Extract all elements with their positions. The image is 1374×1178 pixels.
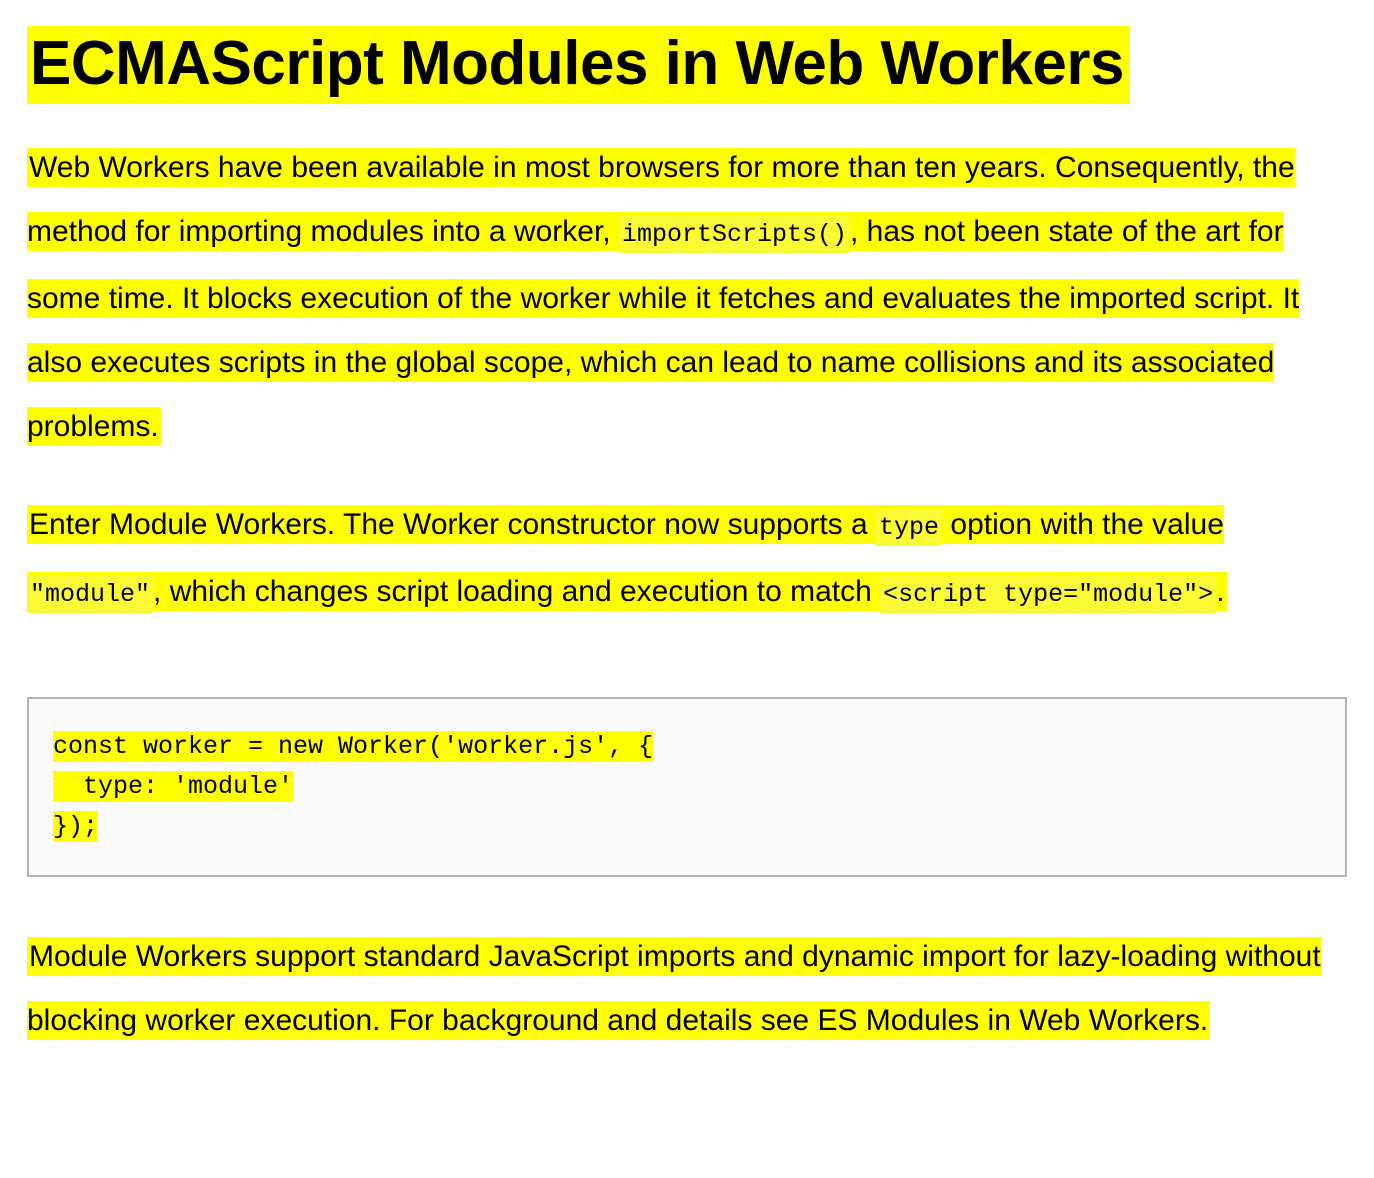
code-line (53, 807, 1321, 847)
inline-code: importScripts() (619, 216, 850, 253)
paragraph-summary (27, 925, 1347, 1053)
text-highlight: Enter Module Workers. The Worker constructor now supports a type option with the value "module" , which changes script loading and execution to match <script type="module"> . (27, 505, 1227, 611)
inline-code: "module" (27, 576, 153, 613)
inline-code: <script type="module"> (880, 576, 1216, 613)
paragraph-module-workers (27, 493, 1347, 627)
code-line-highlight: const worker = new Worker('worker.js', { (53, 732, 654, 761)
page-title (27, 26, 1347, 102)
text-highlight: Web Workers have been available in most browsers for more than ten years. Consequently, the method for importing modules into a worker, importScripts() , has not been state of the art for some time. It blocks execution of the worker while it fetches and evaluates the imported script. It also executes scripts in the global scope, which can lead to name collisions and its associated problems. (27, 148, 1299, 446)
text-highlight: Module Workers support standard JavaScript imports and dynamic import for lazy-loading without blocking worker execution. For background and details see ES Modules in Web Workers. (27, 937, 1321, 1040)
code-line-highlight: type: 'module' (53, 772, 294, 801)
title-highlight: ECMAScript Modules in Web Workers (27, 26, 1130, 104)
paragraph-intro (27, 136, 1347, 459)
inline-code: type (876, 509, 942, 546)
code-line-highlight: }); (53, 812, 99, 841)
code-line (53, 727, 1321, 767)
code-line (53, 767, 1321, 807)
code-block (27, 697, 1347, 877)
